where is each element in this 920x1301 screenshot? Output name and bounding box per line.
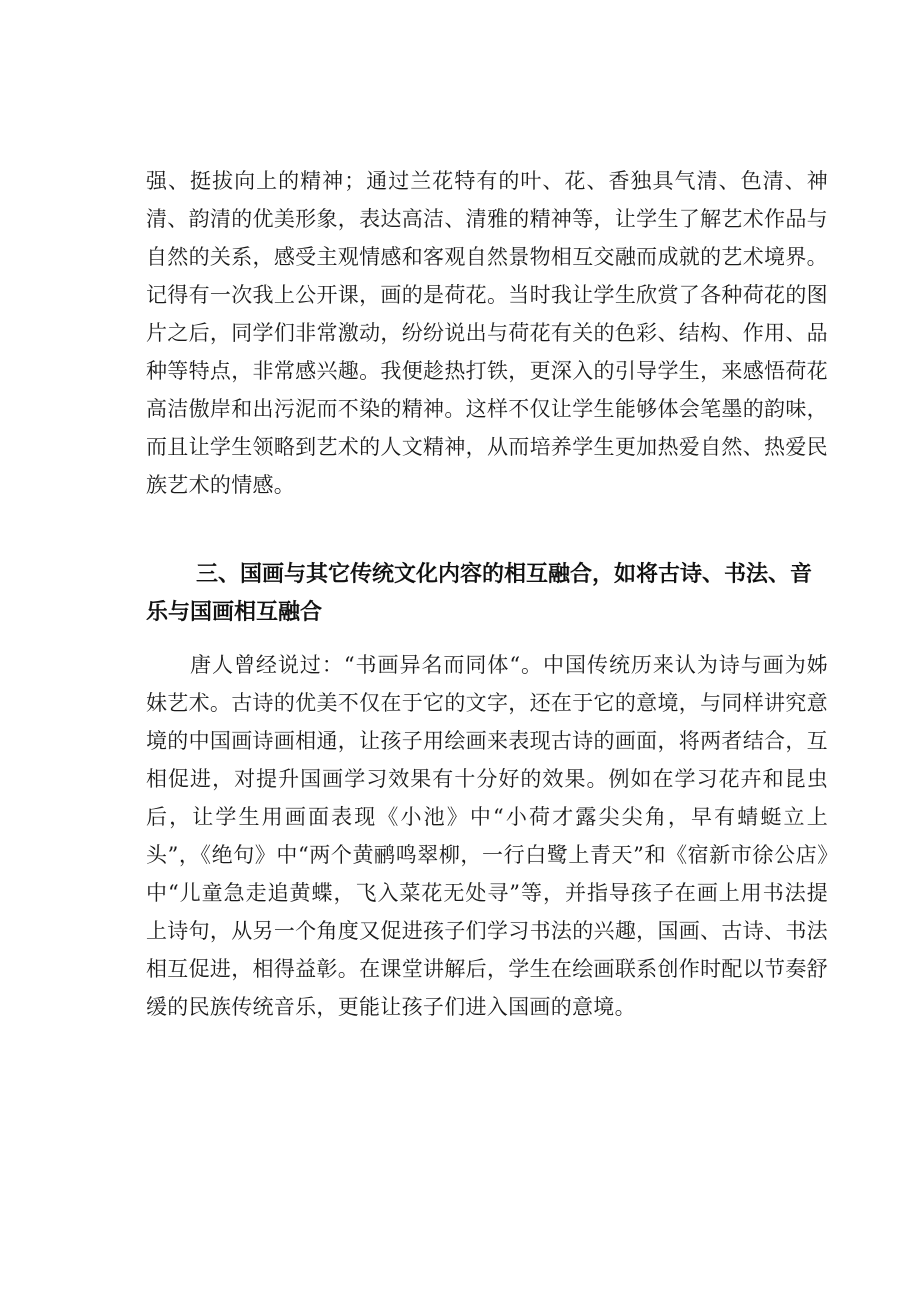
body-paragraph-poetry-painting: 唐人曾经说过：“书画异名而同体“。中国传统历来认为诗与画为姊妹艺术。古诗的优美不仅在于它的文字，还在于它的意境，与同样讲究意境的中国画诗画相通，让孩子用绘画来表现古诗的画面，将两者结合，互相促进，对提升国画学习效果有十分好的效果。例如在学习花卉和昆虫后，让学生用画面表现《小池》中“小荷才露尖尖角，早有蜻蜓立上头”，《绝句》中“两个黄鹂鸣翠柳，一行白鹭上青天”和《宿新市徐公店》中“儿童急走追黄蝶，飞入菜花无处寻”等，并指导孩子在画上用书法提上诗句，从另一个角度又促进孩子们学习书法的兴趣，国画、古诗、书法相互促进，相得益彰。在课堂讲解后，学生在绘画联系创作时配以节奏舒缓的民族传统音乐，更能让孩子们进入国画的意境。 [146,653,828,1019]
section-heading: 三、国画与其它传统文化内容的相互融合，如将古诗、书法、音乐与国画相互融合 [146,562,813,625]
body-paragraph-lotus-lesson: 强、挺拔向上的精神；通过兰花特有的叶、花、香独具气清、色清、神清、韵清的优美形象，表达高洁、清雅的精神等，让学生了解艺术作品与自然的关系，感受主观情感和客观自然景物相互交融而成就的艺术境界。记得有一次我上公开课，画的是荷花。当时我让学生欣赏了各种荷花的图片之后，同学们非常激动，纷纷说出与荷花有关的色彩、结构、作用、品种等特点，非常感兴趣。我便趁热打铁，更深入的引导学生，来感悟荷花高洁傲岸和出污泥而不染的精神。这样不仅让学生能够体会笔墨的韵味，而且让学生领略到艺术的人文精神，从而培养学生更加热爱自然、热爱民族艺术的情感。 [146,169,828,497]
